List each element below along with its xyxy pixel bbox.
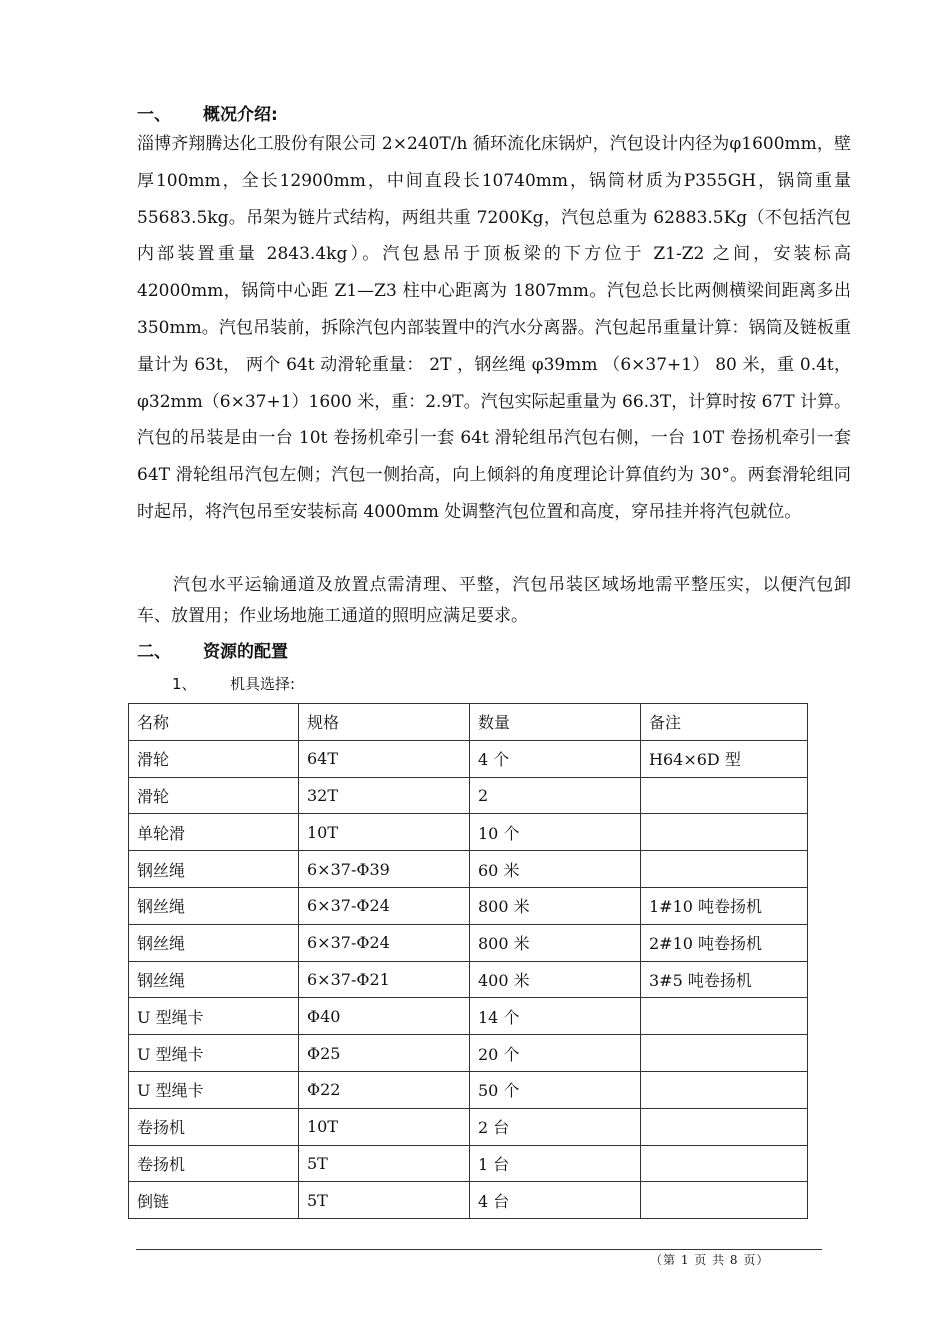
section-heading-overview bbox=[137, 100, 278, 125]
section-number: 二、 bbox=[137, 642, 171, 662]
table-cell: U 型绳卡 bbox=[129, 998, 299, 1035]
table-row bbox=[129, 1071, 808, 1108]
table-cell: 钢丝绳 bbox=[129, 961, 299, 998]
table-cell: 64T bbox=[299, 740, 470, 777]
table-cell: 32T bbox=[299, 777, 470, 814]
table-cell: 60 米 bbox=[470, 851, 641, 888]
table-cell: 14 个 bbox=[470, 998, 641, 1035]
table-cell bbox=[641, 1145, 808, 1182]
section-number: 一、 bbox=[137, 105, 171, 125]
table-cell: 5T bbox=[299, 1182, 470, 1219]
table-cell bbox=[641, 998, 808, 1035]
table-cell: 倒链 bbox=[129, 1182, 299, 1219]
table-cell: 3#5 吨卷扬机 bbox=[641, 961, 808, 998]
header-cell: 名称 bbox=[129, 704, 299, 741]
table-cell: 1 台 bbox=[470, 1145, 641, 1182]
table-row bbox=[129, 924, 808, 961]
table-row bbox=[129, 851, 808, 888]
table-cell: 滑轮 bbox=[129, 740, 299, 777]
table-cell: 6×37-Φ24 bbox=[299, 887, 470, 924]
table-cell: 2 bbox=[470, 777, 641, 814]
table-cell bbox=[641, 777, 808, 814]
section-heading-resources bbox=[137, 637, 288, 662]
table-cell: 单轮滑 bbox=[129, 814, 299, 851]
table-cell bbox=[641, 1035, 808, 1072]
table-cell: 10T bbox=[299, 814, 470, 851]
overview-paragraph: 淄博齐翔腾达化工股份有限公司 2×240T/h 循环流化床锅炉，汽包设计内径为φ1600mm，壁 厚100mm，全长12900mm，中间直段长10740mm，锅筒材质为P355GH，锅筒重量 55683.5kg。吊架为链片式结构，两组共重 7200Kg，汽包总重为 62883.5Kg（不包括汽包内部装置重量 2843.4kg）。汽包悬吊于顶板梁的下方位于 Z1-Z2 之间，安装标高42000mm，锅筒中心距 Z1—Z3 柱中心距离为 1807mm。汽包总长比两侧横梁间距离多出350mm。汽包吊装前，拆除汽包内部装置中的汽水分离器。汽包起吊重量计算：锅筒及链板重量计为 63t， 两个 64t 动滑轮重量： 2T ，钢丝绳 φ39mm （6×37+1） 80 米，重 0.4t，φ32mm（6×37+1）1600 米，重：2.9T。汽包实际起重量为 66.3T，计算时按 67T 计算。汽包的吊装是由一台 10t 卷扬机牵引一套 64t 滑轮组吊汽包右侧，一台 10T 卷扬机牵引一套 64T 滑轮组吊汽包左侧；汽包一侧抬高，向上倾斜的角度理论计算值约为 30°。两套滑轮组同时起吊，将汽包吊至安装标高 4000mm 处调整汽包位置和高度，穿吊挂并将汽包就位。 bbox=[137, 134, 851, 522]
table-header-row bbox=[129, 704, 808, 741]
table-row bbox=[129, 1145, 808, 1182]
table-cell: 10T bbox=[299, 1108, 470, 1145]
table-row bbox=[129, 961, 808, 998]
section-title: 资源的配置 bbox=[203, 642, 288, 662]
section-title: 概况介绍: bbox=[203, 105, 278, 125]
table-cell: 10 个 bbox=[470, 814, 641, 851]
table-cell: Φ22 bbox=[299, 1071, 470, 1108]
table-row bbox=[129, 1108, 808, 1145]
table-cell: 20 个 bbox=[470, 1035, 641, 1072]
table-row bbox=[129, 1182, 808, 1219]
subsection-title: 机具选择: bbox=[230, 675, 296, 693]
table-cell: H64×6D 型 bbox=[641, 740, 808, 777]
table-cell: 滑轮 bbox=[129, 777, 299, 814]
subsection-heading-tools bbox=[172, 673, 295, 694]
header-cell: 规格 bbox=[299, 704, 470, 741]
table-cell: 4 个 bbox=[470, 740, 641, 777]
table-cell: 5T bbox=[299, 1145, 470, 1182]
site-preparation-paragraph: 汽包水平运输通道及放置点需清理、平整，汽包吊装区域场地需平整压实，以便汽包卸车、放置用；作业场地施工通道的照明应满足要求。 bbox=[137, 575, 851, 626]
table-row bbox=[129, 1035, 808, 1072]
table-cell: 2 台 bbox=[470, 1108, 641, 1145]
table-row bbox=[129, 887, 808, 924]
page-number: （第 1 页 共 8 页） bbox=[650, 1253, 770, 1267]
table-cell bbox=[641, 1182, 808, 1219]
table-cell: 400 米 bbox=[470, 961, 641, 998]
table-cell: 800 米 bbox=[470, 924, 641, 961]
header-cell: 备注 bbox=[641, 704, 808, 741]
tools-table bbox=[128, 703, 808, 1219]
subsection-number: 1、 bbox=[172, 675, 197, 693]
table-cell: 1#10 吨卷扬机 bbox=[641, 887, 808, 924]
table-cell bbox=[641, 1108, 808, 1145]
table-cell: 6×37-Φ24 bbox=[299, 924, 470, 961]
table-cell: 6×37-Φ21 bbox=[299, 961, 470, 998]
table-row bbox=[129, 777, 808, 814]
table-cell: 6×37-Φ39 bbox=[299, 851, 470, 888]
table-cell: Φ40 bbox=[299, 998, 470, 1035]
table-row bbox=[129, 814, 808, 851]
table-cell: U 型绳卡 bbox=[129, 1071, 299, 1108]
table-cell: 钢丝绳 bbox=[129, 851, 299, 888]
table-cell: 4 台 bbox=[470, 1182, 641, 1219]
table-cell: 卷扬机 bbox=[129, 1108, 299, 1145]
table-cell: U 型绳卡 bbox=[129, 1035, 299, 1072]
table-cell: 2#10 吨卷扬机 bbox=[641, 924, 808, 961]
table-cell: 卷扬机 bbox=[129, 1145, 299, 1182]
table-cell: 钢丝绳 bbox=[129, 887, 299, 924]
table-row bbox=[129, 740, 808, 777]
table-cell: 钢丝绳 bbox=[129, 924, 299, 961]
table-cell bbox=[641, 851, 808, 888]
table-cell: 50 个 bbox=[470, 1071, 641, 1108]
table-cell: 800 米 bbox=[470, 887, 641, 924]
table-cell bbox=[641, 1071, 808, 1108]
footer-divider bbox=[136, 1249, 822, 1250]
table-cell: Φ25 bbox=[299, 1035, 470, 1072]
table-row bbox=[129, 998, 808, 1035]
table-cell bbox=[641, 814, 808, 851]
header-cell: 数量 bbox=[470, 704, 641, 741]
